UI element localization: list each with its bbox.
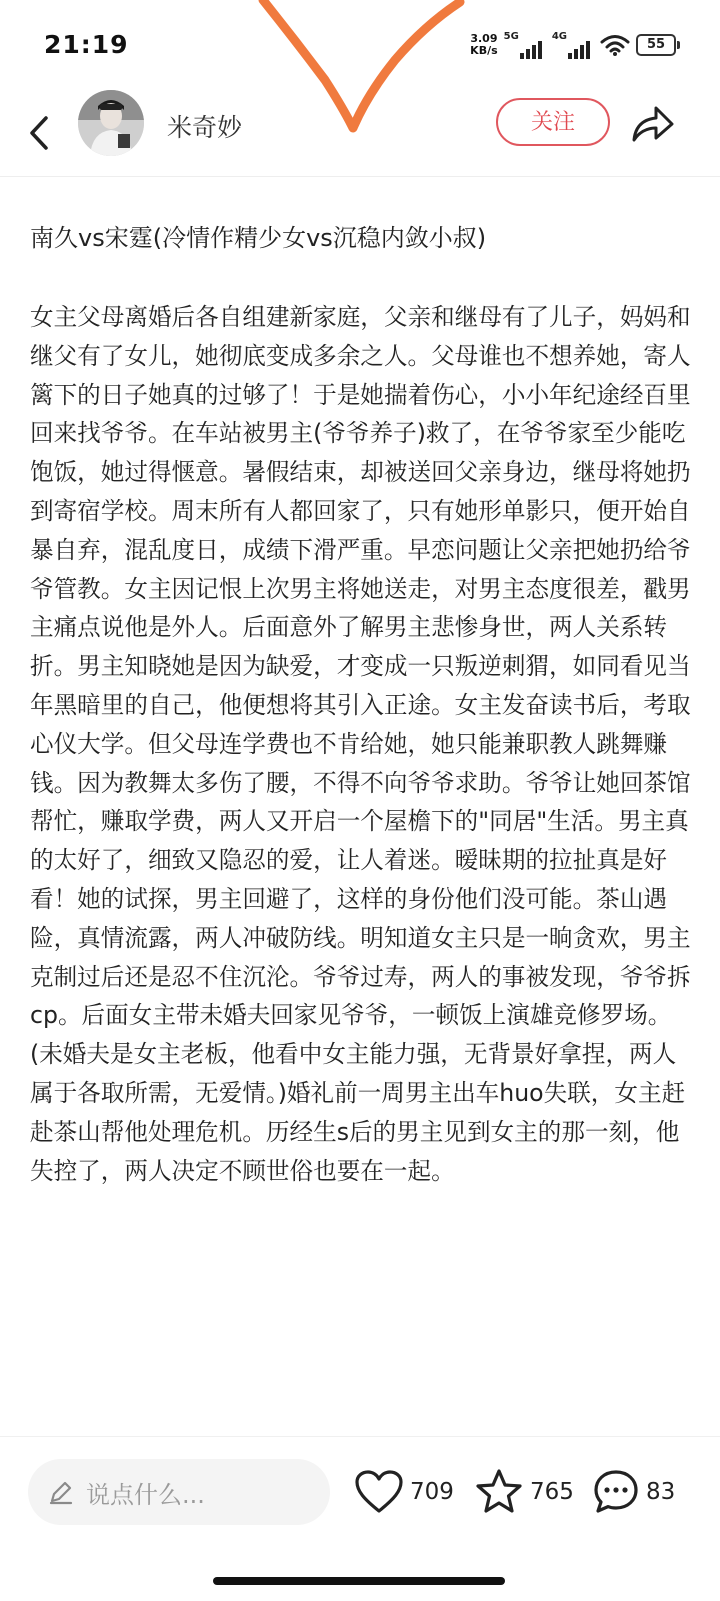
follow-button[interactable]: 关注 — [496, 98, 610, 146]
like-count: 709 — [410, 1479, 454, 1505]
like-button[interactable] — [354, 1465, 454, 1519]
wifi-icon — [600, 34, 630, 56]
back-arrow-icon[interactable] — [22, 108, 54, 158]
bottom-action-bar — [0, 1436, 720, 1601]
comment-placeholder: 说点什么... — [86, 1481, 205, 1509]
network-speed — [470, 33, 497, 57]
heart-icon — [354, 1469, 404, 1515]
network-speed-value: 3.09 — [470, 32, 498, 45]
comment-input[interactable] — [28, 1459, 330, 1525]
signal-4g-label: 4G — [551, 31, 567, 42]
post-header — [0, 90, 720, 177]
comment-button[interactable] — [592, 1465, 675, 1519]
pencil-icon — [48, 1479, 74, 1505]
signal-5g-label: 5G — [503, 31, 519, 42]
battery-icon — [636, 34, 680, 56]
signal-5g — [504, 31, 546, 59]
favorite-count: 765 — [530, 1479, 574, 1505]
author-name[interactable]: 米奇妙 — [167, 113, 243, 142]
home-indicator[interactable] — [213, 1577, 505, 1585]
signal-4g — [552, 31, 594, 59]
favorite-button[interactable] — [474, 1465, 574, 1519]
share-icon[interactable] — [628, 102, 676, 146]
author-avatar[interactable] — [78, 90, 144, 156]
signal-bars-icon — [568, 39, 594, 59]
status-time: 21:19 — [44, 30, 129, 59]
status-icons — [470, 28, 680, 62]
avatar-image — [78, 90, 144, 156]
star-icon — [474, 1468, 524, 1516]
post-body: 女主父母离婚后各自组建新家庭，父亲和继母有了儿子，妈妈和继父有了女儿，她彻底变成多余之人。父母谁也不想养她，寄人篱下的日子她真的过够了！于是她揣着伤心，小小年纪途经百里回来找爷爷。在车站被男主(爷爷养子)救了，在爷爷家至少能吃饱饭，她过得惬意。暑假结束，却被送回父亲身边，继母将她扔到寄宿学校。周末所有人都回家了，只有她形单影只，便开始自暴自弃，混乱度日，成绩下滑严重。早恋问题让父亲把她扔给爷爷管教。女主因记恨上次男主将她送走，对男主态度很差，戳男主痛点说他是外人。后面意外了解男主悲惨身世，两人关系转折。男主知晓她是因为缺爱，才变成一只叛逆刺猬，如同看见当年黑暗里的自己，他便想将其引入正途。女主发奋读书后，考取心仪大学。但父母连学费也不肯给她，她只能兼职教人跳舞赚钱。因为教舞太多伤了腰，不得不向爷爷求助。爷爷让她回茶馆帮忙，赚取学费，两人又开启一个屋檐下的"同居"生活。男主真的太好了，细致又隐忍的爱，让人着迷。暧昧期的拉扯真是好看！她的试探，男主回避了，这样的身份他们没可能。茶山遇险，真情流露，两人冲破防线。明知道女主只是一晌贪欢，男主克制过后还是忍不住沉沦。爷爷过寿，两人的事被发现，爷爷拆cp。后面女主带未婚夫回家见爷爷，一顿饭上演雄竞修罗场。(未婚夫是女主老板，他看中女主能力强，无背景好拿捏，两人属于各取所需，无爱情。)婚礼前一周男主出车huo失联，女主赶赴茶山帮他处理危机。历经生s后的男主见到女主的那一刻，他失控了，两人决定不顾世俗也要在一起。 — [30, 303, 691, 1185]
network-speed-unit: KB/s — [470, 44, 498, 57]
signal-bars-icon — [520, 39, 546, 59]
post-title: 南久vs宋霆(冷情作精少女vs沉稳内敛小叔) — [30, 224, 487, 252]
comment-bubble-icon — [592, 1468, 640, 1516]
comment-count: 83 — [646, 1479, 676, 1505]
battery-level: 55 — [636, 34, 676, 56]
